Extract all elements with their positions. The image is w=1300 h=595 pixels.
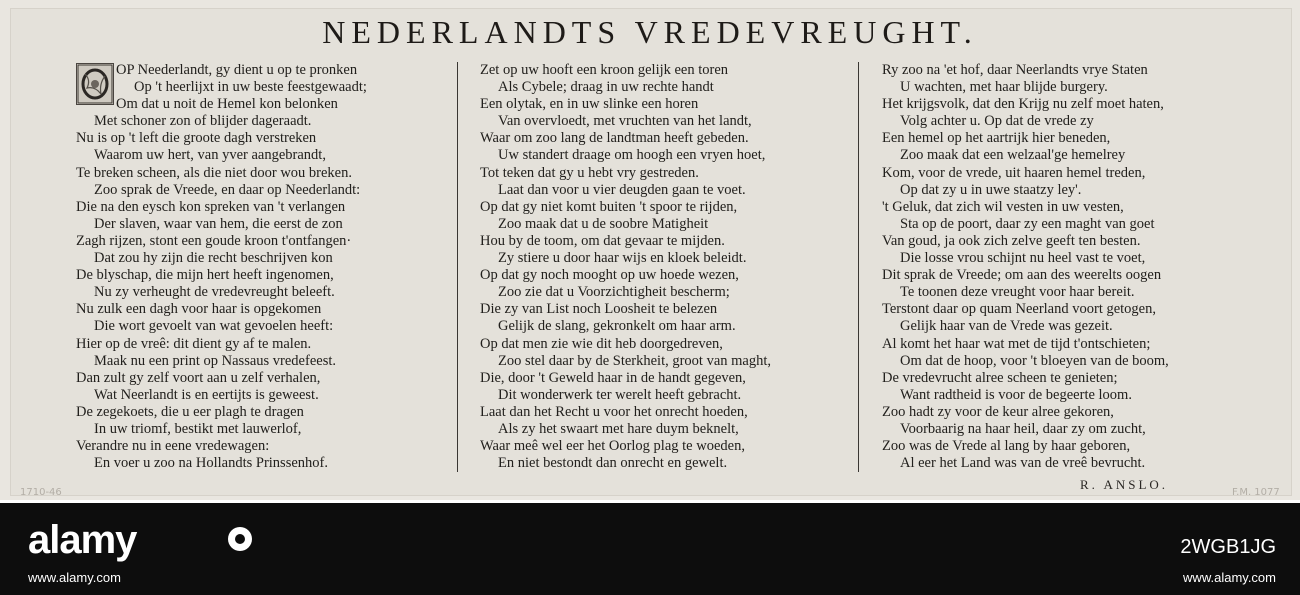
poem-column-3	[882, 62, 1169, 472]
column-divider	[457, 62, 458, 472]
column-divider	[858, 62, 859, 472]
watermark-url-left: www.alamy.com	[28, 570, 121, 585]
poem-line: Te breken scheen, als die niet door wou breken.	[76, 164, 352, 181]
poem-line: Om dat de hoop, voor 't bloeyen van de boom,	[900, 352, 1169, 369]
poem-line: 't Geluk, dat zich wil vesten in uw vesten,	[882, 198, 1124, 215]
poem-line: Zoo hadt zy voor de keur alree gekoren,	[882, 403, 1114, 420]
poem-line: Dit wonderwerk ter werelt heeft gebracht.	[498, 386, 742, 403]
poem-line: Zy stiere u door haar wijs en kloek beleidt.	[498, 250, 747, 267]
poem-line: Dan zult gy zelf voort aan u zelf verhalen,	[76, 369, 321, 386]
poem-line: Die na den eysch kon spreken van 't verlangen	[76, 198, 346, 215]
poem-line: Zagh rijzen, stont een goude kroon t'ontfangen·	[76, 232, 352, 249]
watermark-url-right: www.alamy.com	[1183, 570, 1276, 585]
poem-line: Gelijk haar van de Vrede was gezeit.	[900, 318, 1113, 335]
poem-line: Op 't heerlijxt in uw beste feestgewaadt;	[134, 79, 367, 96]
poem-line: Hou by de toom, om dat gevaar te mijden.	[480, 232, 725, 249]
poem-line: Terstont daar op quam Neerland voort getogen,	[882, 301, 1156, 318]
poem-line: Zoo stel daar by de Sterkheit, groot van maght,	[498, 352, 772, 369]
poem-line: Nu is op 't left die groote dagh verstreken	[76, 130, 317, 147]
poem-line: Al komt het haar wat met de tijd t'ontschieten;	[882, 335, 1151, 352]
poem-line: Nu zulk een dagh voor haar is opgekomen	[76, 301, 322, 318]
brand-logo-icon	[228, 527, 252, 551]
author-signature: R. ANSLO.	[1080, 477, 1169, 492]
poem-line: Volg achter u. Op dat de vrede zy	[900, 113, 1094, 130]
poem-line: Zoo zie dat u Voorzichtigheit bescherm;	[498, 284, 730, 301]
poem-line: Het krijgsvolk, dat den Krijg nu zelf moet haten,	[882, 96, 1164, 113]
margin-mark-left: 1710-46	[20, 487, 62, 498]
poem-line: Dit sprak de Vreede; om aan des weerelts oogen	[882, 267, 1162, 284]
poem-column-1	[76, 62, 367, 472]
poem-line: Te toonen deze vreught voor haar bereit.	[900, 284, 1135, 301]
poem-line: Die, door 't Geweld haar in de handt gegeven,	[480, 369, 746, 386]
poem-line: Zet op uw hooft een kroon gelijk een toren	[480, 62, 729, 78]
poem-line: Die wort gevoelt van wat gevoelen heeft:	[94, 318, 334, 335]
poem-line: En niet bestondt dan onrecht en gewelt.	[498, 455, 728, 472]
poem-line: De zegekoets, die u eer plagh te dragen	[76, 403, 304, 420]
poem-line: Wat Neerlandt is en eertijts is geweest.	[94, 386, 319, 403]
poem-line: Sta op de poort, daar zy een maght van goet	[900, 215, 1155, 232]
poem-line: Der slaven, waar van hem, die eerst de zon	[94, 215, 343, 232]
poem-line: Met schoner zon of blijder dageraadt.	[94, 113, 312, 130]
margin-mark-right: F.M. 1077	[1232, 487, 1280, 498]
poem-line: Van overvloedt, met vruchten van het landt,	[498, 113, 752, 130]
poem-line: De vredevrucht alree scheen te genieten;	[882, 369, 1118, 386]
poem-line: Als zy het swaart met hare duym beknelt,	[498, 420, 739, 437]
poem-line: Op dat gy noch mooght op uw hoede wezen,	[480, 267, 739, 284]
poem-line: Waarom uw hert, van yver aangebrandt,	[94, 147, 326, 164]
poem-line: Tot teken dat gy u hebt vry gestreden.	[480, 164, 699, 181]
poem-line: Al eer het Land was van de vreê bevrucht.	[900, 455, 1146, 472]
poem-line: Want radtheid is voor de begeerte loom.	[900, 386, 1132, 403]
poem-line: Van goud, ja ook zich zelve geeft ten besten.	[882, 232, 1141, 249]
poem-line: Waar meê wel eer het Oorlog plag te woeden,	[480, 438, 745, 455]
poem-line: Laat dan voor u vier deugden gaan te voet.	[498, 181, 746, 198]
poem-line: Op dat gy niet komt buiten 't spoor te rijden,	[480, 198, 738, 215]
poem-line: Die losse vrou schijnt nu heel vast te voet,	[900, 250, 1146, 267]
poem-column-2	[480, 62, 771, 472]
poem-line: Waar om zoo lang de landtman heeft gebeden.	[480, 130, 749, 147]
poem-line: Zoo maak dat u de soobre Matigheit	[498, 215, 709, 232]
poem-line: Op dat men zie wie dit heb doorgedreven,	[480, 335, 723, 352]
poem-line: Als Cybele; draag in uw rechte handt	[498, 79, 714, 96]
image-id-label: 2WGB1JG	[1180, 536, 1276, 558]
poem-line: Zoo sprak de Vreede, en daar op Neederlandt:	[94, 181, 361, 198]
poem-line: OP Neederlandt, gy dient u op te pronken	[116, 62, 358, 78]
poem-line: U wachten, met haar blijde burgery.	[900, 79, 1108, 96]
poem-line: En voer u zoo na Hollandts Prinssenhof.	[94, 455, 328, 472]
poem-line: Op dat zy u in uwe staatzy ley'.	[900, 181, 1082, 198]
watermark-brand: alamy	[28, 518, 137, 562]
poem-line: In uw triomf, bestikt met lauwerlof,	[94, 420, 302, 437]
poem-line: Nu zy verheught de vredevreught beleeft.	[94, 284, 335, 301]
poem-line: Om dat u noit de Hemel kon belonken	[116, 96, 338, 113]
poem-line: Een hemel op het aartrijk hier beneden,	[882, 130, 1111, 147]
poem-line: Die zy van List noch Loosheit te belezen	[480, 301, 718, 318]
poem-line: Maak nu een print op Nassaus vredefeest.	[94, 352, 336, 369]
poem-line: Kom, voor de vrede, uit haaren hemel treden,	[882, 164, 1146, 181]
poem-line: Zoo maak dat een welzaal'ge hemelrey	[900, 147, 1126, 164]
poem-line: Gelijk de slang, gekronkelt om haar arm.	[498, 318, 736, 335]
poem-line: Hier op de vreê: dit dient gy af te malen.	[76, 335, 312, 352]
poem-line: Dat zou hy zijn die recht beschrijven kon	[94, 250, 333, 267]
poem-line: Verandre nu in eene vredewagen:	[76, 438, 270, 455]
poem-line: Ry zoo na 'et hof, daar Neerlandts vrye Staten	[882, 62, 1148, 78]
poem-line: Laat dan het Recht u voor het onrecht hoeden,	[480, 403, 748, 420]
poem-line: Een olytak, en in uw slinke een horen	[480, 96, 699, 113]
watermark-bar	[0, 503, 1300, 595]
poem-line: Voorbaarig na haar heil, daar zy om zucht,	[900, 420, 1146, 437]
poem-line: Zoo was de Vrede al lang by haar geboren,	[882, 438, 1131, 455]
poem-line: Uw standert draage om hoogh een vryen hoet,	[498, 147, 766, 164]
page-title: NEDERLANDTS VREDEVREUGHT.	[322, 14, 978, 50]
poem-line: De blyschap, die mijn hert heeft ingenomen,	[76, 267, 334, 284]
